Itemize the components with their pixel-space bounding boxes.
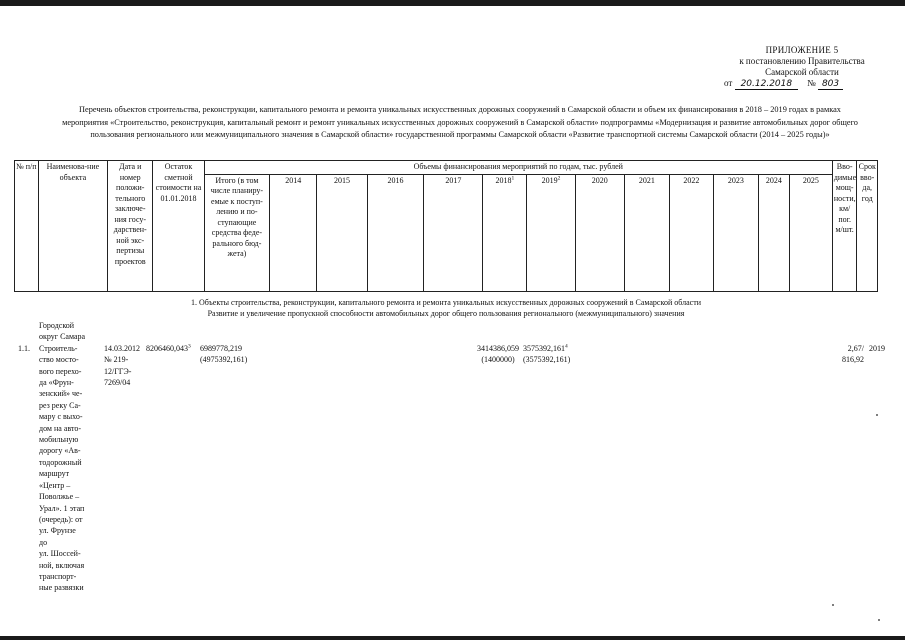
col-header-num: № п/п bbox=[15, 161, 39, 292]
object-name-line: маршрут bbox=[39, 469, 70, 479]
section-line2: Развитие и увеличение пропускной способности автомобильных дорог общего пользования регионального (межмуниципального) значения bbox=[207, 309, 685, 318]
object-name-line: дом на авто- bbox=[39, 423, 81, 433]
object-name bbox=[39, 320, 99, 594]
object-name-line: Городской bbox=[39, 321, 75, 330]
object-name-line: ул. Фрунзе bbox=[39, 526, 76, 536]
annex-line2: Самарской области bbox=[765, 67, 839, 77]
object-name-line: ные развязки bbox=[39, 583, 84, 593]
scan-speck bbox=[878, 619, 880, 621]
year-2018 bbox=[483, 174, 527, 291]
capacity-cell bbox=[836, 343, 864, 365]
header-table bbox=[14, 160, 878, 292]
expertise-date-line: 7269/04 bbox=[104, 378, 131, 388]
object-name-line: зенский» че- bbox=[39, 389, 83, 399]
bottom-border bbox=[0, 636, 905, 640]
col-header-total: Итого (в том числе планиру-емые к поступ-лению и по-ступающие средства феде-рального бюд-жета) bbox=[204, 174, 269, 291]
year-2020: 2020 bbox=[575, 174, 624, 291]
col-header-name: Наименова-ние объекта bbox=[38, 161, 108, 292]
col-header-rest: Остаток сметной стоимости на 01.01.2018 bbox=[153, 161, 204, 292]
document-heading: Перечень объектов строительства, реконструкции, капитального ремонта и ремонта уникальных искусственных дорожных сооружений в Самарской области и объем их финансирования в 2018 – 2019 годах в рамках мероприятия «Строительство, реконструкция, капитальный ремонт и ремонт уникальных искусственных дорожных сооружений в Самарской области» подпрограммы «Модернизация и развитие автомобильных дорог общего пользования регионального или межмуниципального значения в Самарской области» государственной программы Самарской области «Развитие транспортной системы Самарской области (2014 – 2025 годы)» bbox=[62, 105, 858, 139]
year-2014: 2014 bbox=[270, 174, 317, 291]
col-header-date: Дата и номер положи-тельного заключе-ния госу-дарствен-ной экс-пертизы проектов bbox=[108, 161, 153, 292]
number-label: № bbox=[807, 78, 816, 88]
row-number: 1.1. bbox=[18, 344, 30, 353]
year-2025: 2025 bbox=[789, 174, 832, 291]
year-2023: 2023 bbox=[713, 174, 758, 291]
expertise-date-line: № 219- bbox=[104, 355, 129, 365]
object-name-line: рез реку Са- bbox=[39, 400, 81, 410]
capacity-value: 2,67/ bbox=[847, 344, 864, 353]
object-name-line: вого перехо- bbox=[39, 366, 82, 376]
object-name-line: да «Фрун- bbox=[39, 378, 74, 388]
object-name-line: ной, включая bbox=[39, 560, 85, 570]
year-2024: 2024 bbox=[758, 174, 789, 291]
year-2019 bbox=[527, 174, 575, 291]
annex-line1: к постановлению Правительства bbox=[739, 56, 865, 66]
handwritten-date: 20.12.2018 bbox=[735, 79, 799, 90]
scan-speck bbox=[832, 604, 834, 606]
year-2018-footnote: 1 bbox=[511, 175, 515, 181]
object-name-line: округ Самара bbox=[39, 332, 86, 342]
expertise-date bbox=[104, 343, 140, 389]
object-name-line: «Центр – bbox=[39, 480, 71, 490]
section-line1: 1. Объекты строительства, реконструкции, капитального ремонта и ремонта уникальных искусственных дорожных сооружений в Самарской области bbox=[191, 298, 701, 307]
rest-cost bbox=[146, 343, 191, 354]
rest-cost-footnote: 3 bbox=[188, 343, 191, 350]
year-2022: 2022 bbox=[669, 174, 713, 291]
year-2019-footnote: 2 bbox=[557, 175, 561, 181]
total-value: 6989778,219 bbox=[200, 344, 242, 353]
col-header-commission: Вво-димые мощ-ности, км/ пог. м/шт. bbox=[832, 161, 857, 292]
object-name-line: Строитель- bbox=[39, 343, 78, 353]
total-federal: (4975392,161) bbox=[200, 355, 248, 364]
year-2018-cell bbox=[473, 343, 523, 365]
section-heading bbox=[14, 297, 878, 319]
object-name-line: транспорт- bbox=[39, 571, 77, 581]
object-name-line: мобильную bbox=[39, 435, 79, 445]
object-name-line: до bbox=[39, 537, 48, 547]
scan-speck bbox=[876, 414, 878, 416]
col-header-funding: Объемы финансирования мероприятий по годам, тыс. рублей bbox=[204, 161, 832, 175]
y2018-federal: (1400000) bbox=[481, 355, 515, 364]
annex-block bbox=[722, 45, 882, 90]
object-name-line: ство мосто- bbox=[39, 355, 79, 365]
top-border bbox=[0, 0, 905, 6]
year-2018-label: 2018 bbox=[495, 175, 512, 185]
y2018-value: 3414386,059 bbox=[477, 344, 519, 353]
object-name-line: Поволжье – bbox=[39, 492, 80, 502]
object-name-line: ул. Шоссей- bbox=[39, 549, 81, 559]
annex-title: ПРИЛОЖЕНИЕ 5 bbox=[765, 45, 839, 55]
col-header-term: Срок вво-да, год bbox=[857, 161, 878, 292]
total-cell bbox=[200, 343, 247, 365]
capacity-value2: 816,92 bbox=[842, 355, 864, 364]
year-2019-label: 2019 bbox=[541, 175, 558, 185]
y2019-line bbox=[523, 343, 579, 354]
year-2021: 2021 bbox=[624, 174, 669, 291]
y2019-footnote: 4 bbox=[565, 343, 568, 350]
year-2017: 2017 bbox=[424, 174, 483, 291]
year-2016: 2016 bbox=[367, 174, 424, 291]
object-name-line: Урал». 1 этап bbox=[39, 503, 85, 513]
rest-cost-value: 8206460,043 bbox=[146, 344, 188, 353]
object-name-line: тодорожный bbox=[39, 457, 82, 467]
y2019-federal: (3575392,161) bbox=[523, 355, 571, 364]
year-2019-cell bbox=[523, 343, 579, 365]
expertise-date-line: 14.03.2012 bbox=[104, 344, 140, 353]
from-label: от bbox=[724, 78, 733, 88]
annex-signature-line bbox=[724, 78, 882, 90]
year-2015: 2015 bbox=[317, 174, 367, 291]
object-name-line: (очередь): от bbox=[39, 514, 83, 524]
term-year: 2019 bbox=[869, 344, 885, 353]
y2019-value: 3575392,161 bbox=[523, 344, 565, 353]
handwritten-number: 803 bbox=[818, 79, 843, 90]
object-name-line: мару с выхо- bbox=[39, 412, 83, 422]
expertise-date-line: 12/ГГЭ- bbox=[104, 366, 132, 376]
object-name-line: дорогу «Ав- bbox=[39, 446, 81, 456]
